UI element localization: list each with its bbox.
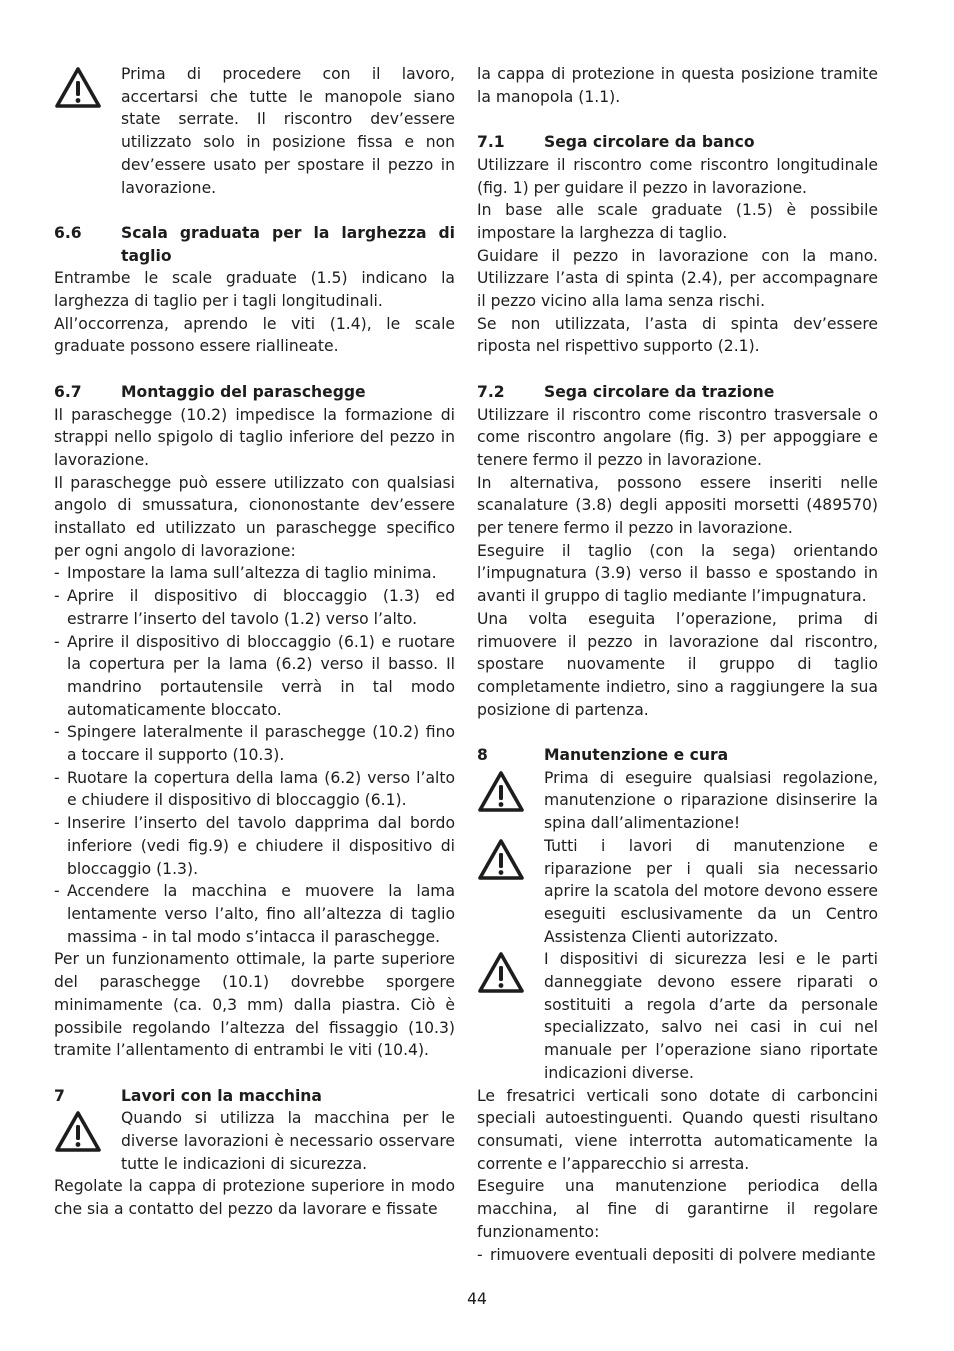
warning-block-intro — [54, 63, 455, 199]
paragraph: Eseguire una manutenzione periodica della macchina, al fine di garantirne il regolare funzionamento: — [477, 1177, 878, 1241]
paragraph: In base alle scale graduate (1.5) è possibile impostare la larghezza di taglio. — [477, 201, 878, 242]
paragraph: Utilizzare il riscontro come riscontro longitudinale (fig. 1) per guidare il pezzo in lavorazione. — [477, 155, 878, 197]
warning-block-repairs — [477, 948, 878, 1084]
bullet-list — [54, 562, 455, 948]
section-number: 7 — [54, 1086, 65, 1105]
paragraph: Entrambe le scale graduate (1.5) indicano la larghezza di taglio per i tagli longitudinali. — [54, 269, 455, 311]
section-heading-8 — [477, 744, 878, 767]
list-item: - Inserire l’inserto del tavolo dapprima dal bordo inferiore (vedi fig.9) e chiudere il dispositivo di bloccaggio (1.3). — [54, 814, 455, 878]
warning-text: Prima di eseguire qualsiasi regolazione, manutenzione o riparazione disinserire la spina dall’alimentazione! — [544, 768, 878, 833]
paragraph: Il paraschegge può essere utilizzato con qualsiasi angolo di smussatura, ciononostante dev’essere installato ed utilizzato un paraschegge specifico per ogni angolo di lavorazione: — [54, 473, 455, 560]
page-number: 44 — [467, 1290, 487, 1308]
list-item: - Ruotare la copertura della lama (6.2) verso l’alto e chiudere il dispositivo di bloccaggio (6.1). — [54, 768, 455, 810]
section-title: Lavori con la macchina — [121, 1086, 322, 1105]
list-item: - Aprire il dispositivo di bloccaggio (6.1) e ruotare la copertura per la lama (6.2) verso il basso. Il mandrino portautensile verrà in tal modo automaticamente bloccato. — [54, 632, 455, 719]
left-column — [54, 63, 455, 1221]
paragraph: Eseguire il taglio (con la sega) orientando l’impugnatura (3.9) verso il basso e spostando in avanti il gruppo di taglio mediante l’impugnatura. — [477, 541, 878, 606]
section-heading-7 — [54, 1085, 455, 1108]
paragraph: In alternativa, possono essere inseriti nelle scanalature (3.8) degli appositi morsetti (489570) per tenere fermo il pezzo in lavorazione. — [477, 473, 878, 538]
paragraph: la cappa di protezione in questa posizione tramite la manopola (1.1). — [477, 65, 878, 106]
section-title: Montaggio del paraschegge — [121, 382, 366, 401]
paragraph: Il paraschegge (10.2) impedisce la formazione di strappi nello spigolo di taglio inferiore del pezzo in lavorazione. — [54, 405, 455, 469]
warning-text: Prima di procedere con il lavoro, accertarsi che tutte le manopole siano state serrate. Il riscontro dev’essere utilizzato solo in posizione fissa e non dev’essere usato per spostare il pezzo in lavorazione. — [121, 65, 455, 197]
section-number: 7.2 — [477, 382, 505, 401]
paragraph: Per un funzionamento ottimale, la parte superiore del paraschegge (10.1) dovrebbe sporgere minimamente (ca. 0,3 mm) dalla piastra. Ciò è possibile regolando l’altezza del fissaggio (10.3) tramite l’allentamento di entrambi le viti (10.4). — [54, 950, 455, 1060]
section-heading-6-7 — [54, 381, 455, 404]
section-title: Sega circolare da banco — [544, 133, 755, 152]
right-column — [477, 63, 878, 1266]
section-heading-7-2 — [477, 381, 878, 404]
list-item: - Accendere la macchina e muovere la lama lentamente verso l’alto, fino all’altezza di taglio massima - in tal modo s’intacca il paraschegge. — [54, 882, 455, 946]
warning-triangle-icon — [54, 66, 121, 109]
section-heading-6-6 — [54, 222, 455, 267]
warning-triangle-icon — [477, 951, 544, 994]
warning-triangle-icon — [477, 838, 544, 881]
section-number: 8 — [477, 746, 488, 765]
paragraph: Una volta eseguita l’operazione, prima di rimuovere il pezzo in lavorazione dal riscontro, spostare nuovamente il gruppo di taglio completamente indietro, sino a raggiungere la sua posizione di partenza. — [477, 609, 878, 719]
warning-block-unplug — [477, 767, 878, 835]
bullet-list — [477, 1244, 878, 1267]
paragraph: Le fresatrici verticali sono dotate di carboncini speciali autoestinguenti. Quando questi risultano consumati, viene interrotta automaticamente la corrente e l’apparecchio si arresta. — [477, 1086, 878, 1173]
warning-triangle-icon — [54, 1110, 121, 1153]
section-title: Manutenzione e cura — [544, 746, 729, 765]
warning-text: I dispositivi di sicurezza lesi e le parti danneggiate devono essere riparati o sostituiti a regola d’arte da personale specializzato, salvo nei casi in cui nel manuale per l’operazione siano riportate indicazioni diverse. — [544, 950, 878, 1082]
list-item: - Impostare la lama sull’altezza di taglio minima. — [54, 564, 437, 583]
warning-text: Quando si utilizza la macchina per le diverse lavorazioni è necessario osservare tutte le indicazioni di sicurezza. — [121, 1109, 455, 1173]
warning-triangle-icon — [477, 770, 544, 813]
list-item: - Aprire il dispositivo di bloccaggio (1.3) ed estrarre l’inserto del tavolo (1.2) verso l’alto. — [54, 587, 455, 628]
warning-block-service-center — [477, 835, 878, 949]
section-heading-7-1 — [477, 131, 878, 154]
list-item: - rimuovere eventuali depositi di polvere mediante — [477, 1245, 876, 1264]
section-number: 7.1 — [477, 133, 505, 152]
section-title: Scala graduata per la larghezza di taglio — [121, 223, 455, 265]
paragraph: Guidare il pezzo in lavorazione con la mano. Utilizzare l’asta di spinta (2.4), per accompagnare il pezzo vicino alla lama senza rischi. — [477, 246, 878, 311]
paragraph: All’occorrenza, aprendo le viti (1.4), le scale graduate possono essere riallineate. — [54, 314, 455, 356]
list-item: - Spingere lateralmente il paraschegge (10.2) fino a toccare il supporto (10.3). — [54, 723, 455, 765]
section-title: Sega circolare da trazione — [544, 382, 775, 401]
section-number: 6.6 — [54, 223, 82, 242]
paragraph: Utilizzare il riscontro come riscontro trasversale o come riscontro angolare (fig. 3) per appoggiare e tenere fermo il pezzo in lavorazione. — [477, 405, 878, 469]
paragraph: Se non utilizzata, l’asta di spinta dev’essere riposta nel rispettivo supporto (2.1). — [477, 314, 878, 356]
section-number: 6.7 — [54, 382, 82, 401]
paragraph: Regolate la cappa di protezione superiore in modo che sia a contatto del pezzo da lavorare e fissate — [54, 1177, 455, 1219]
warning-block-safety — [54, 1107, 455, 1175]
warning-text: Tutti i lavori di manutenzione e riparazione per i quali sia necessario aprire la scatola del motore devono essere eseguiti esclusivamente da un Centro Assistenza Clienti autorizzato. — [544, 836, 878, 946]
